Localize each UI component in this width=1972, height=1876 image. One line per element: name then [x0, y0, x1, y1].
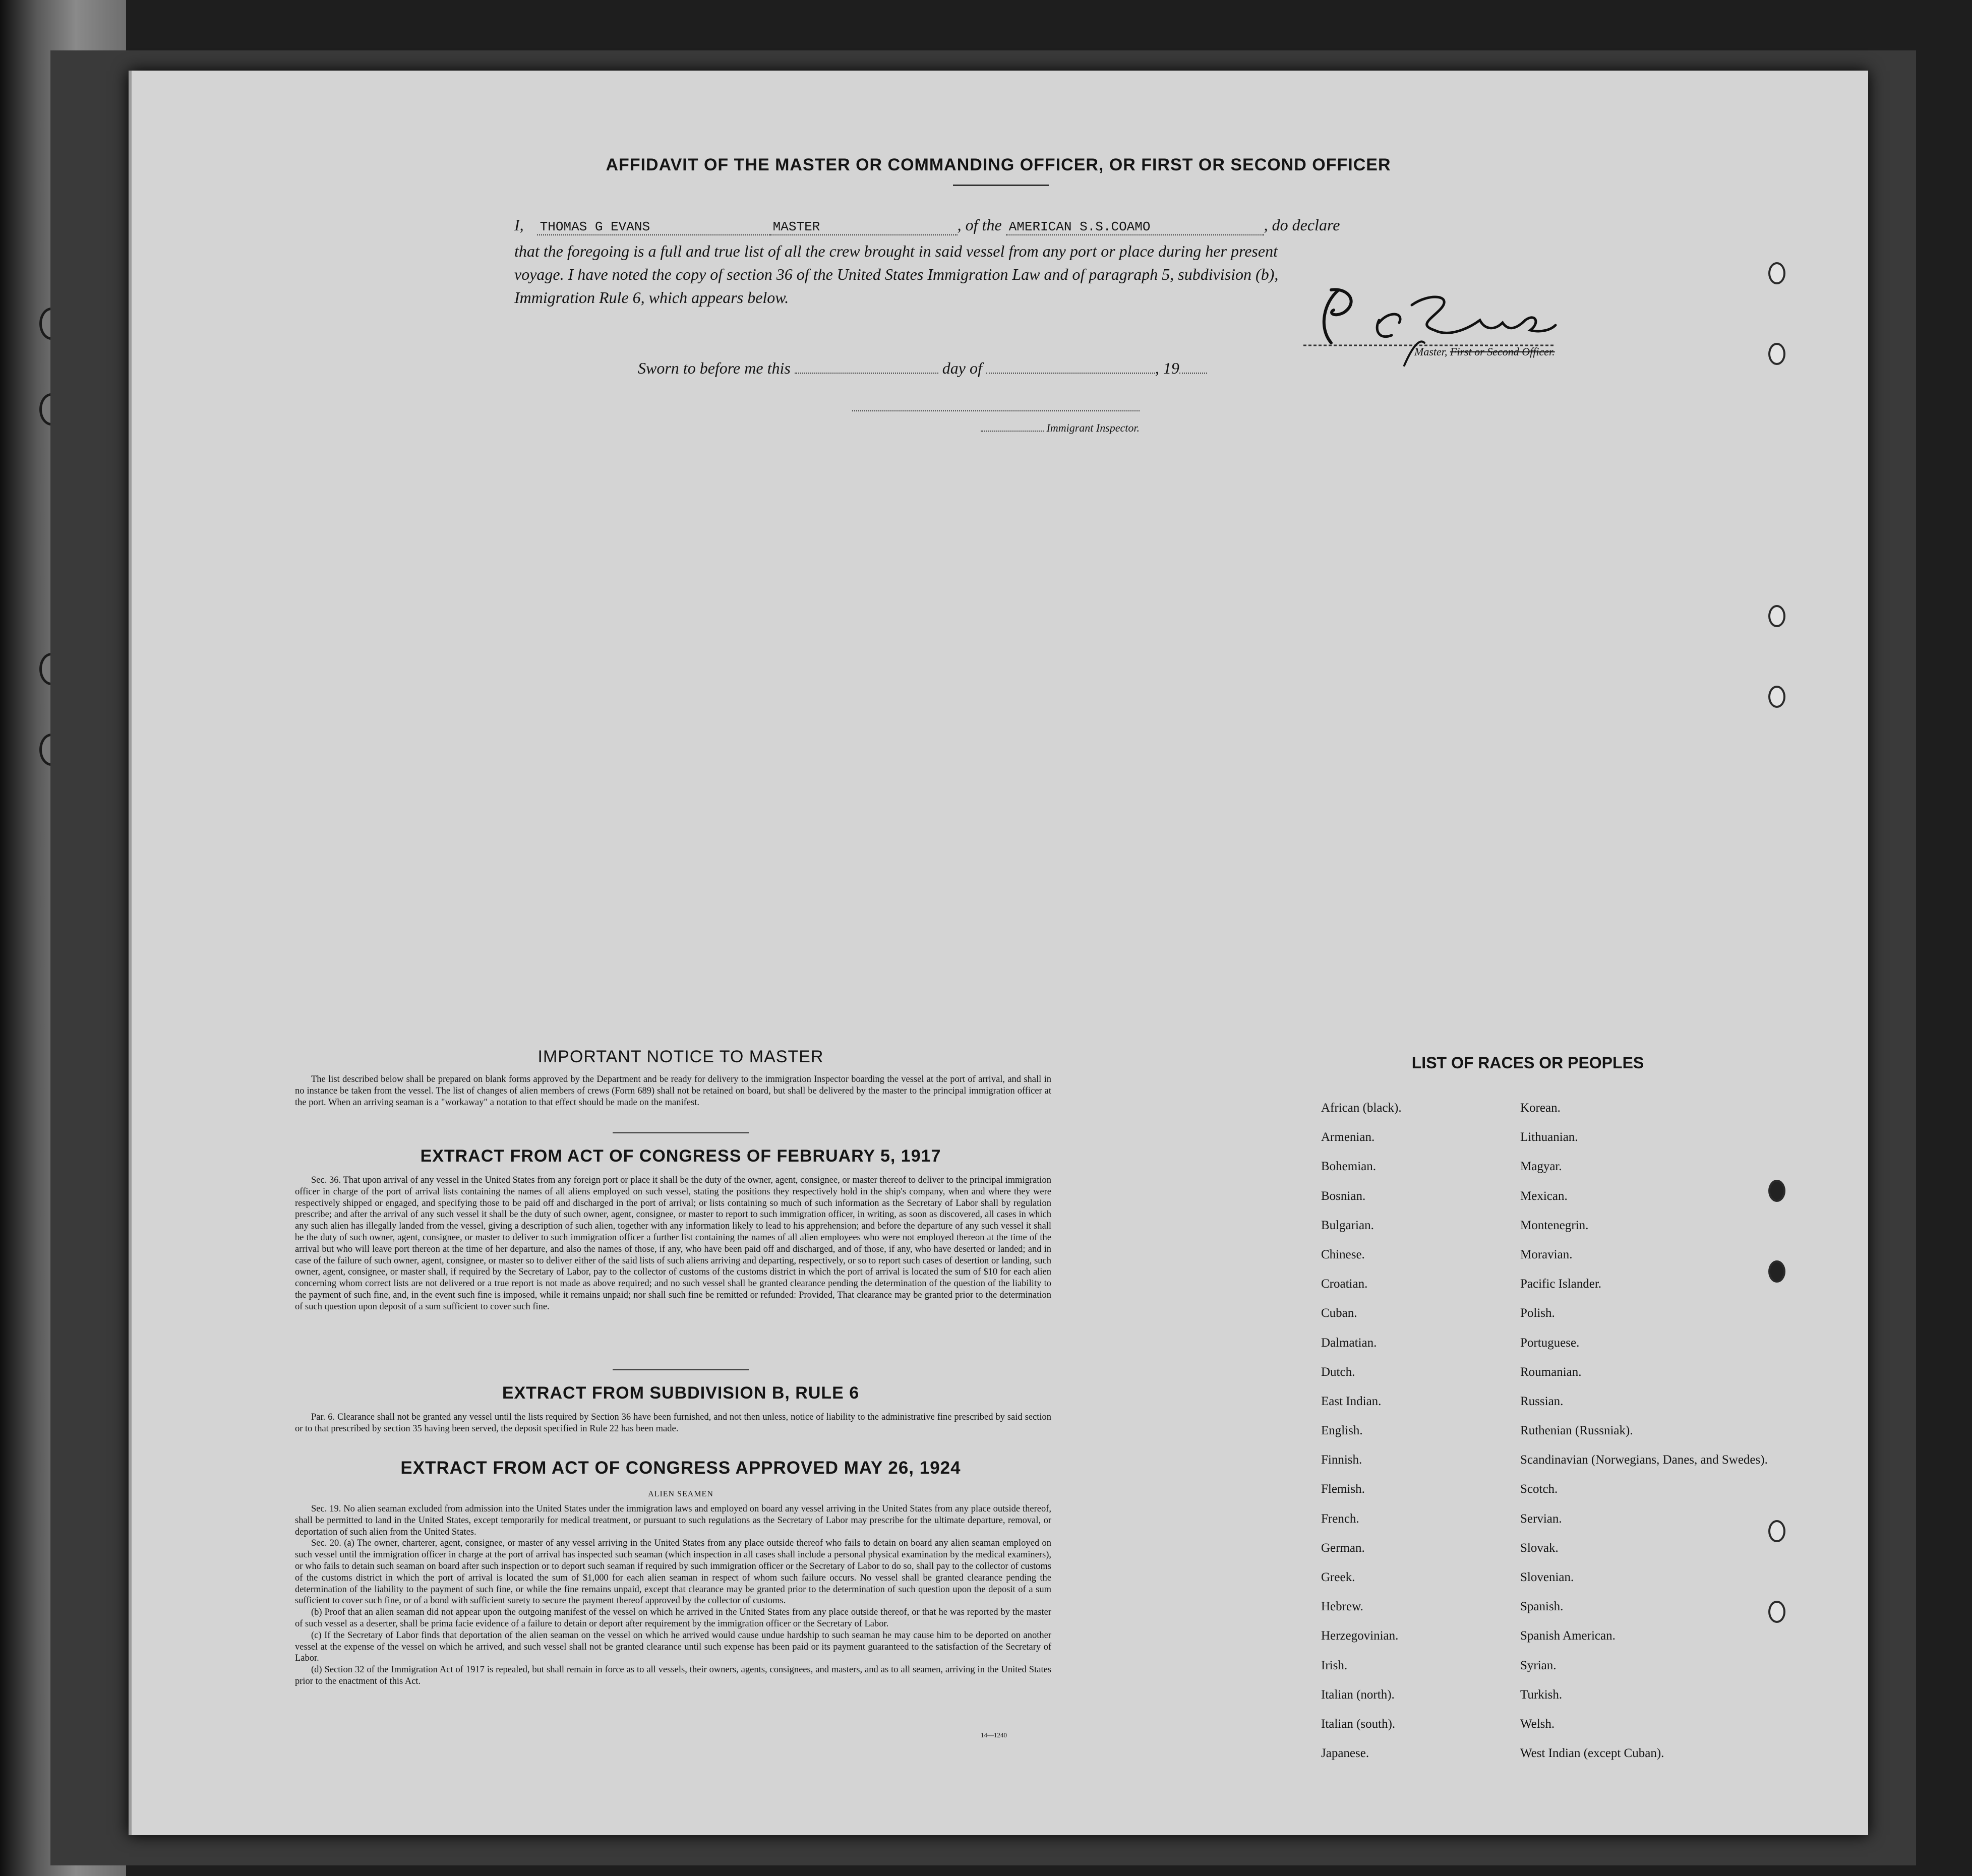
- affidavit-prefix: I,: [514, 216, 524, 234]
- race-item: Scandinavian (Norwegians, Danes, and Swedes).: [1520, 1453, 1768, 1467]
- race-item: Lithuanian.: [1520, 1130, 1578, 1144]
- race-item: Mexican.: [1520, 1189, 1568, 1203]
- affidavit-line-3: voyage. I have noted the copy of section 36 of the United States Immigration Law and of paragraph 5, subdivision (b),: [514, 265, 1279, 283]
- race-item: Chinese.: [1321, 1247, 1365, 1261]
- sworn-year-label: , 19: [1155, 359, 1179, 377]
- sworn-year-field[interactable]: [1179, 373, 1207, 374]
- race-item: Syrian.: [1520, 1658, 1557, 1672]
- race-item: African (black).: [1321, 1101, 1402, 1115]
- master-title-field[interactable]: MASTER: [770, 219, 958, 235]
- title-divider: [953, 185, 1049, 186]
- race-item: West Indian (except Cuban).: [1520, 1746, 1664, 1761]
- punch-hole: [1768, 1260, 1785, 1283]
- race-item: Bohemian.: [1321, 1160, 1377, 1174]
- sworn-day-field[interactable]: [795, 373, 938, 374]
- inspector-line: [981, 421, 1140, 435]
- race-item: Armenian.: [1321, 1130, 1375, 1144]
- punch-hole: [1768, 343, 1785, 365]
- race-item: East Indian.: [1321, 1394, 1382, 1408]
- signature-caption: [1414, 345, 1555, 358]
- race-item: Scotch.: [1520, 1482, 1558, 1496]
- race-item: Japanese.: [1321, 1746, 1369, 1761]
- sec-20d-text: (d) Section 32 of the Immigration Act of 1917 is repealed, but shall remain in force as to all vessels, their owners, agents, consignees, and masters, and as to all seamen, arriving in the United States prior to the enactment of this Act.: [295, 1665, 1051, 1686]
- signature-caption-master: Master,: [1414, 345, 1448, 358]
- race-item: German.: [1321, 1541, 1365, 1555]
- punch-hole: [1768, 605, 1785, 627]
- sec-20c-text: (c) If the Secretary of Labor finds that deportation of the alien seaman on the vessel on which he arrived would cause undue hardship to such seaman he may cause him to be deported on another vessel at the expense of the vessel on which he arrived, and such vessel shall not be granted clearance until such expense has been paid or its payment guaranteed to the satisfaction of the Secretary of Labor.: [295, 1630, 1051, 1664]
- race-item: Polish.: [1520, 1306, 1555, 1320]
- race-item: Croatian.: [1321, 1277, 1368, 1291]
- race-item: Flemish.: [1321, 1482, 1365, 1496]
- race-item: Ruthenian (Russniak).: [1520, 1424, 1633, 1438]
- race-item: Moravian.: [1520, 1247, 1573, 1261]
- alien-seamen-subtitle: ALIEN SEAMEN: [648, 1490, 713, 1498]
- extract-1917-text: Sec. 36. That upon arrival of any vessel in the United States from any foreign port or place it shall be the duty of the owner, agent, consignee, or master thereof to deliver to the principal immigration officer in charge of the port of arrival lists containing the names of all aliens employed on such vessel, stating the positions they respectively hold in the ship's company, when and where they were respectively shipped or engaged, and specifying those to be paid off and discharged in the port of arrival; or lists containing so much of such information as the Secretary of Labor shall by regulation prescribe; and after the arrival of any such vessel it shall be the duty of such owner, agent, consignee, or master to report to such immigration officer, in writing, as soon as discovered, all cases in which any such alien has illegally landed from the vessel, giving a description of such alien, together with any information likely to lead to his apprehension; and before the departure of any such vessel it shall be the duty of such owner, agent, consignee, or master to deliver to such immigration officer a further list containing the names of all alien employees who were not employed thereon at the time of the arrival but who will leave port thereon at the time of her departure, and also the names of those, if any, who have been paid off and discharged, and of those, if any, who have deserted or landed; and in case of the failure of such owner, agent, consignee, or master so to deliver either of the said lists of such aliens arriving and departing, respectively, or so to report such cases of desertion or landing, such owner, agent, consignee, or master shall, if required by the Secretary of Labor, pay to the collector of customs of the customs district in which the port of arrival is located the sum of $10 for each alien concerning whom correct lists are not delivered or a true report is not made as above required; and no such vessel shall be granted clearance pending the determination of the question of the liability to the payment of such fine, and, in the event such fine is imposed, while it remains unpaid; nor shall such fine be remitted or refunded: Provided, That clearance may be granted prior to the determination of such question upon deposit of a sum sufficient to cover such fine.: [295, 1175, 1051, 1312]
- affidavit-line-1: [514, 216, 1538, 235]
- race-item: Korean.: [1520, 1101, 1561, 1115]
- notice-body: [295, 1074, 1051, 1108]
- race-item: English.: [1321, 1424, 1363, 1438]
- race-item: Russian.: [1520, 1394, 1564, 1408]
- race-item: Bulgarian.: [1321, 1218, 1374, 1232]
- races-title: LIST OF RACES OR PEOPLES: [1411, 1054, 1644, 1072]
- race-item: Montenegrin.: [1520, 1218, 1589, 1232]
- sec-20a-text: Sec. 20. (a) The owner, charterer, agent, consignee, or master of any vessel arriving in the United States from any place outside thereof who fails to detain on board any alien seaman employed on such vessel until the immigration officer in charge at the port of arrival has inspected such seaman (which inspection in all cases shall include a personal physical examination by the medical examiners), or who fails to detain such seaman on board after such inspection or to deport such seaman if required by such immigration officer or the Secretary of Labor to do so, shall pay to the collector of customs of the customs district in which the port of arrival is located the sum of $1,000 for each alien seaman in respect of whom such failure occurs. No vessel shall be granted clearance pending the determination of the liability to the payment of such fine, or while the fine remains unpaid, except that clearance may be granted prior to the determination of such question upon the deposit of a sum sufficient to cover such fine, or of a bond with sufficient surety to secure the payment thereof approved by the collector of customs.: [295, 1538, 1051, 1606]
- vessel-name-field[interactable]: AMERICAN S.S.COAMO: [1006, 219, 1264, 235]
- extract-1917-body: [295, 1175, 1051, 1313]
- race-item: Slovak.: [1520, 1541, 1559, 1555]
- master-name-field[interactable]: THOMAS G EVANS: [537, 219, 770, 235]
- punch-hole: [1768, 1180, 1785, 1202]
- extract-1924-title: EXTRACT FROM ACT OF CONGRESS APPROVED MAY 26, 1924: [400, 1458, 961, 1478]
- race-item: Dutch.: [1321, 1365, 1355, 1379]
- form-number: 14—1240: [981, 1731, 1007, 1739]
- page-margin-rule: [129, 71, 132, 1835]
- inspector-signature-line: [852, 410, 1140, 411]
- affidavit-declare: , do declare: [1264, 216, 1340, 234]
- race-item: Cuban.: [1321, 1306, 1357, 1320]
- extract-1917-title: EXTRACT FROM ACT OF CONGRESS OF FEBRUARY 5, 1917: [420, 1146, 941, 1166]
- race-item: Italian (south).: [1321, 1717, 1396, 1731]
- race-item: Finnish.: [1321, 1453, 1362, 1467]
- sworn-month-field[interactable]: [986, 373, 1155, 374]
- race-item: Magyar.: [1520, 1160, 1562, 1174]
- extract-1917-divider: [613, 1369, 749, 1370]
- notice-title: IMPORTANT NOTICE TO MASTER: [537, 1047, 824, 1066]
- race-item: Spanish.: [1520, 1600, 1564, 1614]
- affidavit-title: AFFIDAVIT OF THE MASTER OR COMMANDING OFFICER, OR FIRST OR SECOND OFFICER: [606, 155, 1391, 174]
- punch-hole: [1768, 686, 1785, 708]
- sworn-day-label: day of: [942, 359, 982, 377]
- race-item: Hebrew.: [1321, 1600, 1363, 1614]
- race-item: Irish.: [1321, 1658, 1348, 1672]
- race-item: Spanish American.: [1520, 1629, 1616, 1643]
- race-item: Italian (north).: [1321, 1687, 1395, 1702]
- sworn-line: [638, 359, 1661, 378]
- race-item: Portuguese.: [1520, 1336, 1580, 1350]
- inspector-label: Immigrant Inspector.: [1046, 421, 1140, 434]
- sec-20b-text: (b) Proof that an alien seaman did not appear upon the outgoing manifest of the vessel on which he arrived in the United States from any place outside thereof, or that he was reported by the master of such vessel as a deserter, shall be prima facie evidence of a failure to detain or deport after requirement by the immigration officer or the Secretary of Labor.: [295, 1607, 1051, 1629]
- race-item: Pacific Islander.: [1520, 1277, 1602, 1291]
- affidavit-line-4: Immigration Rule 6, which appears below.: [514, 288, 789, 307]
- punch-hole: [1768, 1520, 1785, 1542]
- races-list-right: [1520, 1101, 1768, 1776]
- extract-1924-body: [295, 1503, 1051, 1687]
- race-item: Slovenian.: [1520, 1570, 1574, 1584]
- affidavit-of-the: , of the: [957, 216, 1002, 234]
- race-item: Greek.: [1321, 1570, 1355, 1584]
- punch-hole: [1768, 262, 1785, 284]
- sworn-prefix: Sworn to before me this: [638, 359, 791, 377]
- punch-hole: [1768, 1601, 1785, 1623]
- race-item: Herzegovinian.: [1321, 1629, 1399, 1643]
- signature-caption-struck: First or Second Officer.: [1450, 345, 1555, 358]
- race-item: Servian.: [1520, 1511, 1562, 1526]
- race-item: Turkish.: [1520, 1687, 1563, 1702]
- race-item: Roumanian.: [1520, 1365, 1582, 1379]
- rule6-text: Par. 6. Clearance shall not be granted any vessel until the lists required by Section 36 have been furnished, and not then unless, notice of liability to the administrative fine prescribed by said section or to that prescribed by section 35 having been served, the deposit specified in Rule 22 has been made.: [295, 1412, 1051, 1434]
- manifest-page: [129, 71, 1868, 1835]
- notice-text: The list described below shall be prepared on blank forms approved by the Department and be ready for delivery to the immigration Inspector boarding the vessel at the port of arrival, and shall in no instance be taken from the vessel. The list of changes of alien members of crews (Form 689) shall not be retained on board, but shall be delivered by the master to the principal immigration officer at the port. When an arriving seaman is a "workaway" a notation to that effect should be made on the manifest.: [295, 1074, 1051, 1108]
- race-item: Dalmatian.: [1321, 1336, 1377, 1350]
- race-item: Bosnian.: [1321, 1189, 1366, 1203]
- races-list-left: [1321, 1101, 1402, 1776]
- notice-divider: [613, 1132, 749, 1133]
- affidavit-line-2: that the foregoing is a full and true list of all the crew brought in said vessel from any port or place during her present: [514, 242, 1278, 260]
- inspector-name-field[interactable]: [981, 431, 1044, 432]
- sec-19-text: Sec. 19. No alien seaman excluded from admission into the United States under the immigration laws and employed on board any vessel arriving in the United States from any place outside thereof, shall be permitted to land in the United States, except temporarily for medical treatment, or pursuant to such regulations as the Secretary of Labor may prescribe for the ultimate departure, removal, or deportation of such alien from the United States.: [295, 1504, 1051, 1537]
- race-item: Welsh.: [1520, 1717, 1555, 1731]
- race-item: French.: [1321, 1511, 1359, 1526]
- rule6-title: EXTRACT FROM SUBDIVISION B, RULE 6: [502, 1383, 860, 1403]
- rule6-body: [295, 1412, 1051, 1435]
